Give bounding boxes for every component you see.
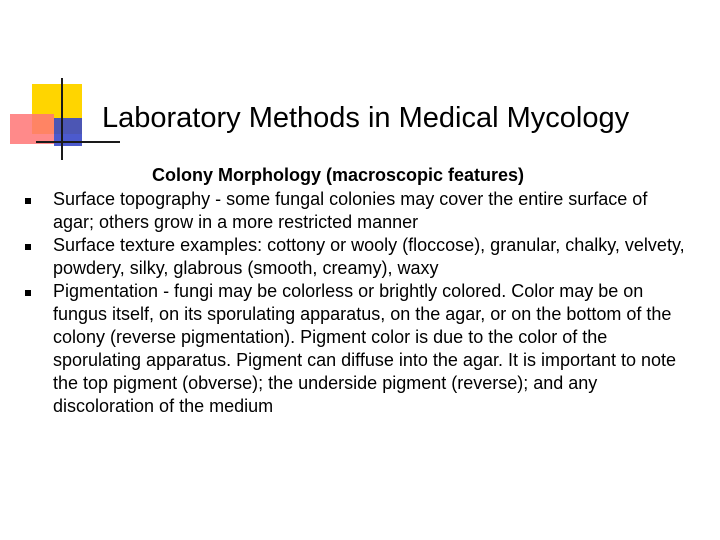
bullet-item-pigmentation [22,280,693,418]
bullet-text: Surface topography - some fungal colonies may cover the entire surface of agar; others grow in a more restricted manner [53,189,648,232]
decoration-red-square [10,114,54,144]
bullet-item-surface-topography [22,188,693,234]
title-decoration-graphic [0,0,120,170]
bullet-square-icon [25,290,31,296]
bullet-square-icon [25,198,31,204]
bullet-text: Surface texture examples: cottony or wooly (floccose), granular, chalky, velvety, powdery, silky, glabrous (smooth, creamy), waxy [53,235,685,278]
bullet-item-surface-texture [22,234,693,280]
bullet-list [22,188,702,418]
slide-title: Laboratory Methods in Medical Mycology [102,102,630,134]
slide-body [22,164,702,418]
slide-subtitle: Colony Morphology (macroscopic features) [152,165,525,185]
bullet-square-icon [25,244,31,250]
bullet-text: Pigmentation - fungi may be colorless or brightly colored. Color may be on fungus itself, on its sporulating apparatus, on the agar, or on the bottom of the colony (reverse pigmentation). Pigment color is due to the color of the sporulating apparatus. Pigment can diffuse into the agar. It is important to note the top pigment (obverse); the underside pigment (reverse); and any discoloration of the medium [53,281,677,416]
